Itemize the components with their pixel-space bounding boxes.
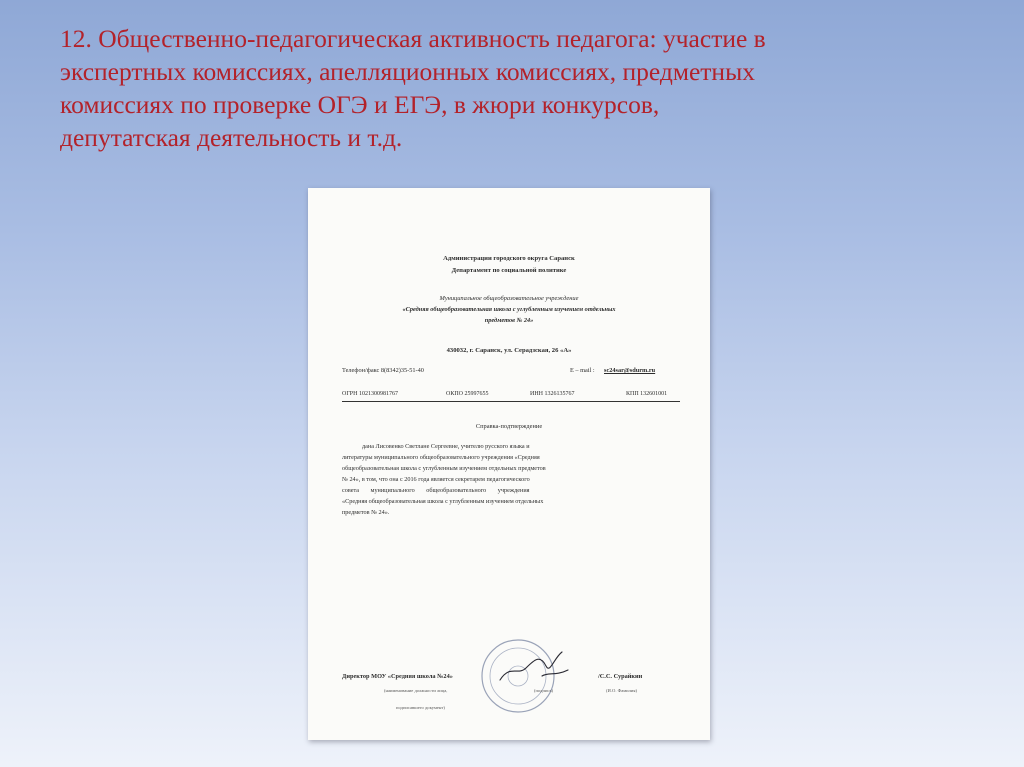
doc-admin-line: Администрации городского округа Саранск	[443, 255, 575, 262]
doc-director-title: Директор МОУ «Средняя школа №24»	[342, 673, 453, 680]
slide-title-line: экспертных комиссиях, апелляционных комиссиях, предметных	[60, 57, 755, 86]
doc-body-line: предметов № 24».	[342, 509, 390, 516]
scanned-document	[308, 188, 710, 740]
doc-body-line: литературы муниципального общеобразовательного учреждения «Средняя	[342, 454, 540, 461]
doc-signatory-name: /С.С. Сурайкин	[598, 673, 643, 680]
doc-kpp: КПП 132601001	[626, 391, 668, 397]
doc-body-line: общеобразовательная школа с углубленным изучением отдельных предметов	[342, 465, 546, 472]
doc-department-line: Департамент по социальной политике	[451, 267, 567, 274]
doc-caption-document: подписавшего документ)	[396, 705, 445, 710]
doc-title: Справка-подтверждение	[475, 423, 543, 430]
doc-header-rule	[342, 401, 680, 402]
doc-caption-position: (наименование должности лица,	[384, 688, 448, 693]
director-signature	[496, 646, 576, 690]
doc-institution-type: Муниципальное общеобразовательное учреждение	[439, 295, 579, 302]
doc-okpo: ОКПО 25997655	[446, 391, 489, 397]
doc-body-line: дана Лисовенко Светлане Сергеевне, учителю русского языка и	[362, 443, 530, 450]
doc-body-line: № 24», в том, что она с 2016 года является секретарем педагогического	[342, 476, 530, 483]
slide-title-line: депутатская деятельность и т.д.	[60, 123, 403, 152]
doc-caption-name: (И.О. Фамилия)	[606, 688, 638, 693]
doc-school-name: «Средняя общеобразовательная школа с углубленным изучением отдельных	[402, 306, 616, 313]
doc-school-name-cont: предметов № 24»	[484, 317, 534, 324]
slide-title	[60, 22, 960, 154]
doc-body-line: «Средняя общеобразовательная школа с углубленным изучением отдельных	[342, 498, 544, 505]
doc-caption-signature: (подпись)	[534, 688, 554, 693]
doc-body-line: совета муниципального общеобразовательного учреждения	[342, 487, 530, 494]
doc-inn: ИНН 1326135767	[530, 391, 575, 397]
doc-phone: Телефон/факс 8(8342)35-51-40	[342, 367, 424, 374]
doc-email-label: E – mail :	[570, 367, 595, 374]
doc-address: 430032, г. Саранск, ул. Серадзская, 26 «А»	[446, 347, 572, 354]
doc-email: sc24sar@sdurm.ru	[604, 367, 656, 374]
slide-title-line: комиссиях по проверке ОГЭ и ЕГЭ, в жюри конкурсов,	[60, 90, 660, 119]
slide-title-line: 12. Общественно-педагогическая активность педагога: участие в	[60, 24, 766, 53]
doc-ogrn: ОГРН 1021300981767	[342, 391, 398, 397]
